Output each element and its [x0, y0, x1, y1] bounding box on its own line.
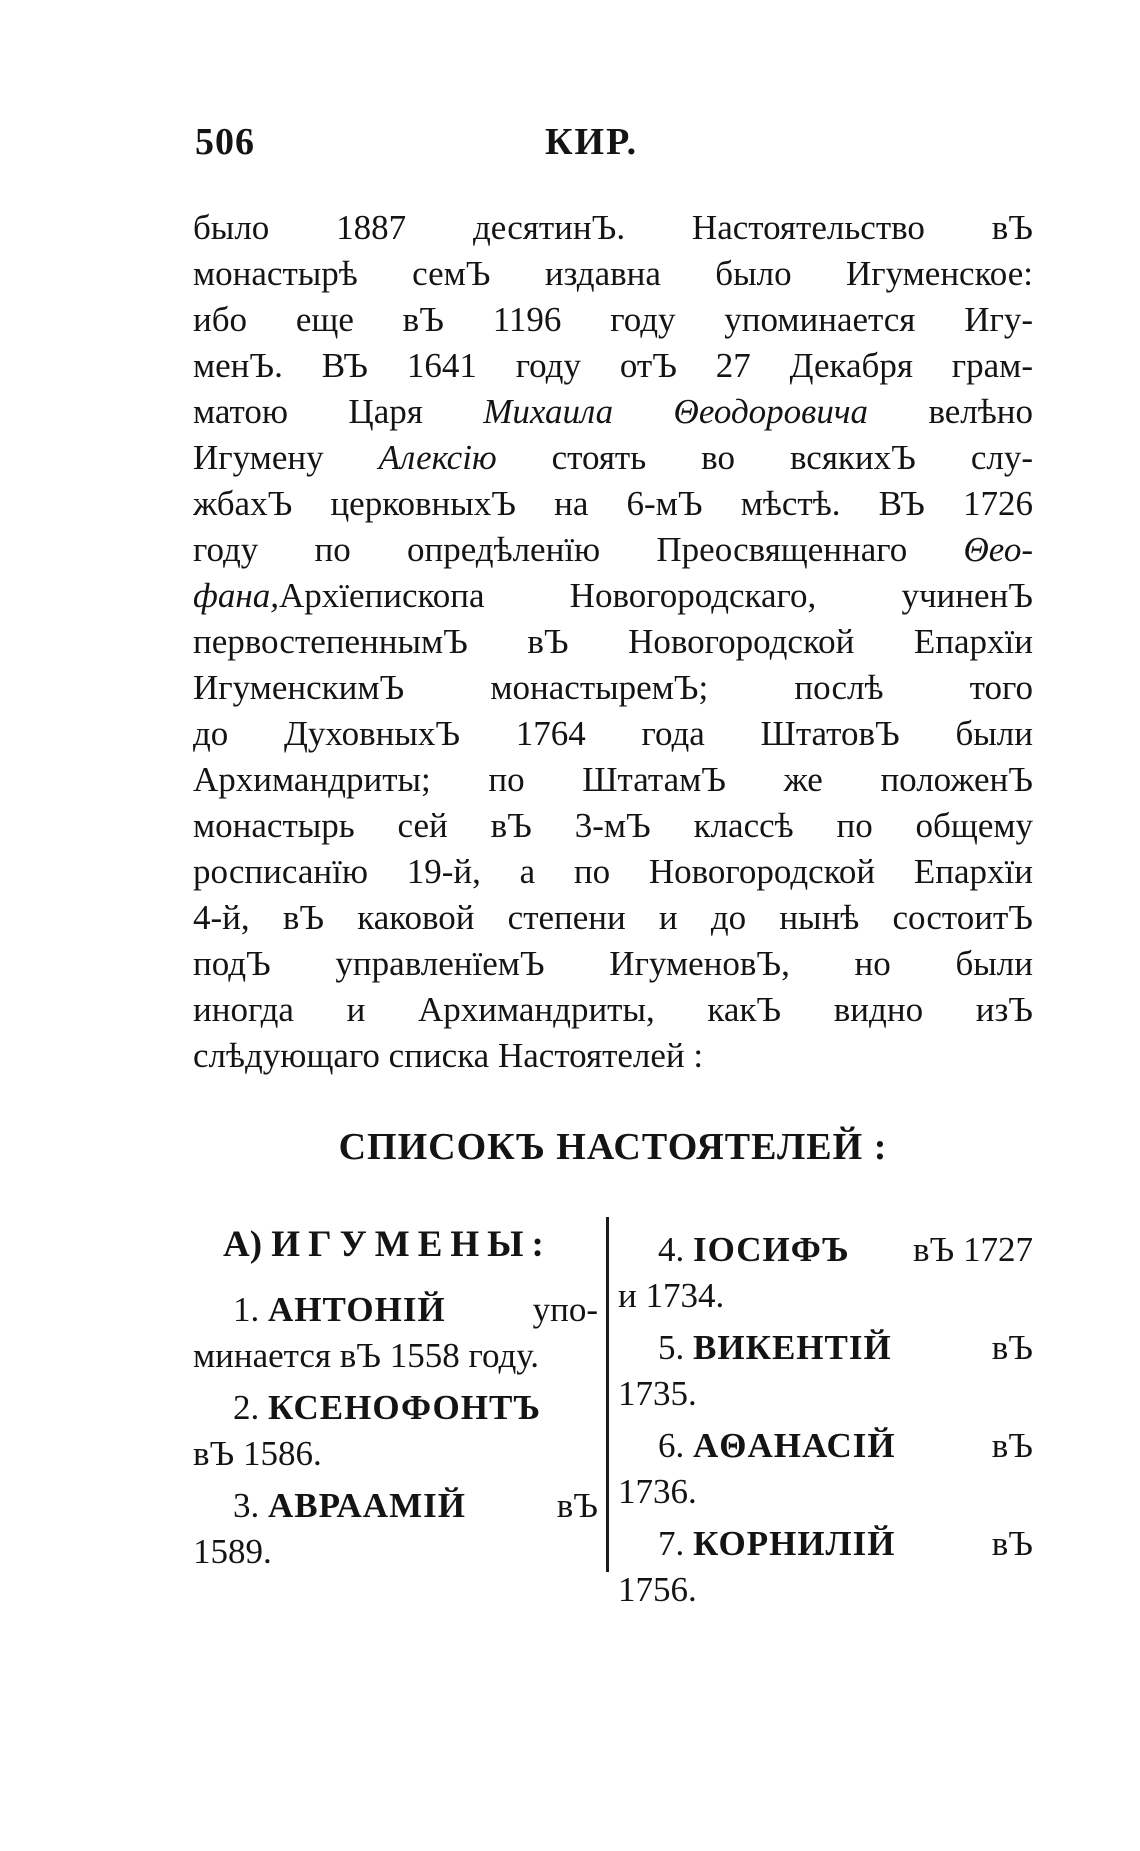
entry-first-line — [618, 1325, 1033, 1371]
text-line: жбахЪ церковныхЪ на 6-мЪ мѣстѣ. ВЪ 1726 — [193, 484, 1033, 523]
text-run: Архїепископа Новогородскаго, учиненЪ — [278, 576, 1033, 615]
italic-name: Михаила Θеодоровича — [483, 392, 869, 431]
text-run: стоять во всякихЪ слу- — [551, 438, 1033, 477]
page-number: 506 — [195, 121, 255, 163]
column-divider — [606, 1217, 609, 1572]
entry-name: АВРААМІЙ — [268, 1486, 466, 1525]
italic-name: фана, — [193, 576, 279, 615]
heading-label: ИГУМЕНЫ: — [271, 1224, 552, 1265]
entry-tail: вЪ — [991, 1328, 1033, 1367]
text-run: Игумену — [193, 438, 324, 477]
abbots-list — [193, 1215, 1033, 1609]
text-line: ибо еще вЪ 1196 году упоминается Игу- — [193, 300, 1033, 339]
list-item — [193, 1287, 598, 1379]
text-run: году по опредѣленїю Преосвященнаго — [193, 530, 908, 569]
text-line: менЪ. ВЪ 1641 году отЪ 27 Декабря грам- — [193, 346, 1033, 385]
text-line: первостепеннымЪ вЪ Новогородской Епархїи — [193, 622, 1033, 661]
text-line — [193, 435, 1033, 481]
entry-first-line — [193, 1483, 598, 1529]
entry-name: КСЕНОФОНТЪ — [268, 1388, 542, 1427]
text-line: было 1887 десятинЪ. Настоятельство вЪ — [193, 208, 1033, 247]
entry-tail: упо- — [532, 1290, 598, 1329]
entry-continuation: 1589. — [193, 1532, 272, 1571]
entry-first-line — [618, 1423, 1033, 1469]
list-item — [193, 1483, 598, 1575]
entry-name: АΘАНАСІЙ — [693, 1426, 896, 1465]
list-heading — [193, 1215, 598, 1287]
text-line: росписанїю 19-й, а по Новогородской Епархїи — [193, 852, 1033, 891]
text-line: Архимандриты; по ШтатамЪ же положенЪ — [193, 760, 1033, 799]
entry-continuation: минается вЪ 1558 году. — [193, 1336, 540, 1375]
text-line: монастырѣ семЪ издавна было Игуменское: — [193, 254, 1033, 293]
entry-tail: вЪ — [991, 1524, 1033, 1563]
entry-name: ІОСИФЪ — [693, 1230, 850, 1269]
list-item — [618, 1521, 1033, 1613]
entry-continuation: вЪ 1586. — [193, 1434, 322, 1473]
text-line: подЪ управленїемЪ ИгуменовЪ, но были — [193, 944, 1033, 983]
text-run: велѣно — [928, 392, 1033, 431]
entry-first-line — [193, 1385, 598, 1431]
entry-number: 3. — [233, 1486, 260, 1525]
italic-name: Алексію — [378, 438, 497, 477]
list-item — [193, 1385, 598, 1477]
entry-number: 5. — [658, 1328, 685, 1367]
entry-continuation: и 1734. — [618, 1276, 725, 1315]
text-line: ИгуменскимЪ монастыремЪ; послѣ того — [193, 668, 1033, 707]
entry-number: 1. — [233, 1290, 260, 1329]
left-column — [193, 1215, 598, 1575]
entry-number: 6. — [658, 1426, 685, 1465]
entry-tail: вЪ 1727 — [913, 1230, 1033, 1269]
entry-continuation: 1735. — [618, 1374, 697, 1413]
text-line: слѣдующаго списка Настоятелей : — [193, 1036, 704, 1075]
entry-name: КОРНИЛІЙ — [693, 1524, 896, 1563]
text-line: иногда и Архимандриты, какЪ видно изЪ — [193, 990, 1033, 1029]
entry-first-line — [193, 1287, 598, 1333]
entry-number: 2. — [233, 1388, 260, 1427]
heading-prefix: А) — [223, 1224, 263, 1265]
entry-name: ВИКЕНТІЙ — [693, 1328, 892, 1367]
text-line: 4-й, вЪ каковой степени и до нынѣ состоитЪ — [193, 898, 1033, 937]
text-run: матою Царя — [193, 392, 423, 431]
entry-first-line — [618, 1521, 1033, 1567]
list-item — [618, 1227, 1033, 1319]
text-line — [193, 527, 1033, 573]
list-item — [618, 1325, 1033, 1417]
right-column — [618, 1215, 1033, 1613]
body-paragraph — [193, 205, 1033, 1079]
text-line — [193, 573, 1033, 619]
entry-name: АНТОНІЙ — [268, 1290, 446, 1329]
italic-name: Θео- — [963, 530, 1033, 569]
entry-first-line — [618, 1227, 1033, 1273]
entry-tail: вЪ — [991, 1426, 1033, 1465]
text-line — [193, 389, 1033, 435]
list-item — [618, 1423, 1033, 1515]
section-title: СПИСОКЪ НАСТОЯТЕЛЕЙ : — [338, 1126, 888, 1168]
text-line: до ДуховныхЪ 1764 года ШтатовЪ были — [193, 714, 1033, 753]
entry-tail: вЪ — [556, 1486, 598, 1525]
running-head: КИР. — [545, 121, 639, 163]
entry-number: 4. — [658, 1230, 685, 1269]
entry-continuation: 1756. — [618, 1570, 697, 1609]
entry-number: 7. — [658, 1524, 685, 1563]
text-line: монастырь сей вЪ 3-мЪ классѣ по общему — [193, 806, 1033, 845]
page-header — [195, 120, 1035, 180]
entry-continuation: 1736. — [618, 1472, 697, 1511]
